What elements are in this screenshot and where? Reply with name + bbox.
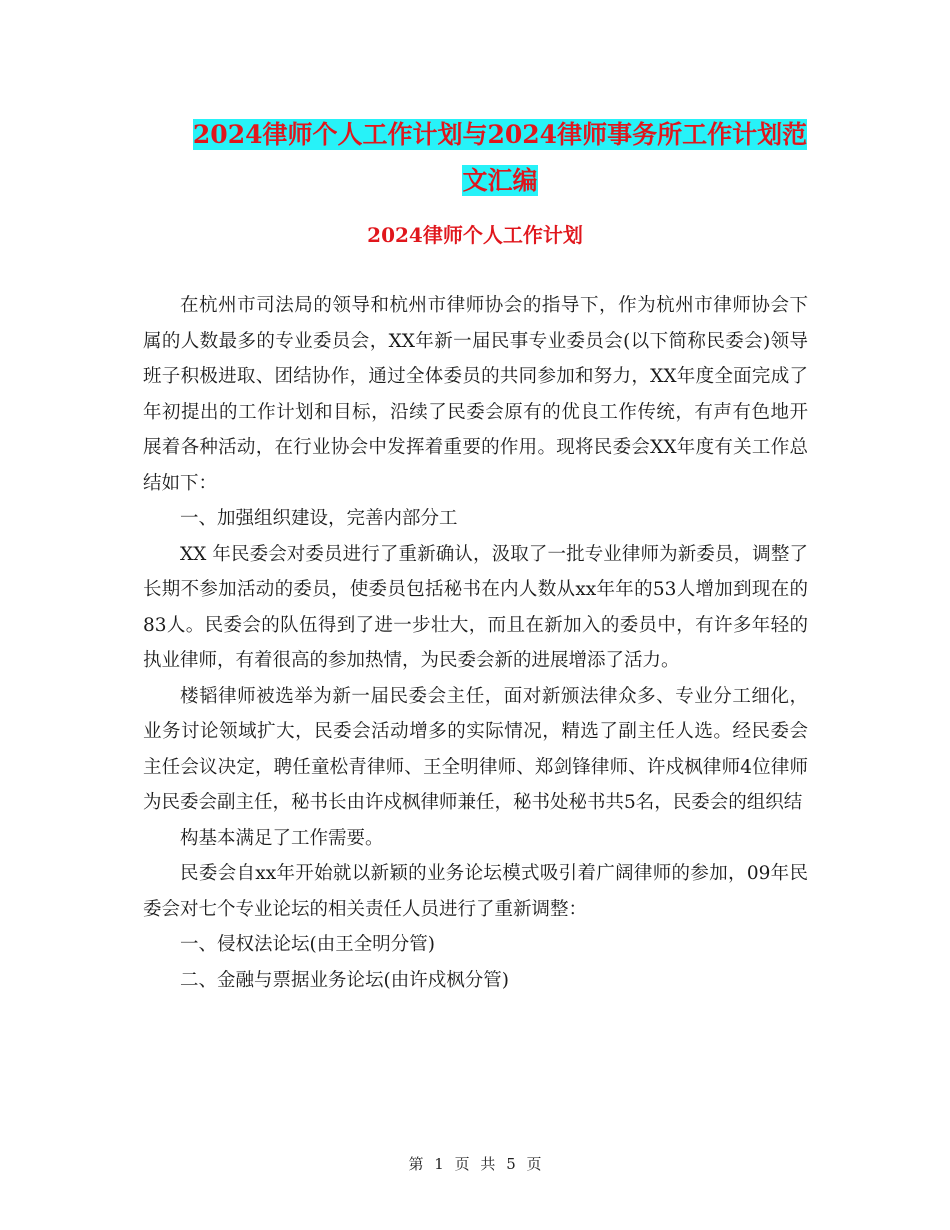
document-title-line-2: 文汇编 <box>462 166 538 195</box>
paragraph-leadership: 楼韬律师被选举为新一届民委会主任，面对新颁法律众多、专业分工细化，业务讨论领域扩大，民委会活动增多的实际情况，精选了副主任人选。经民委会主任会议决定，聘任童松青律师、王全明律师、郑剑锋律师、许戍枫律师4位律师为民委会副主任，秘书长由许戍枫律师兼任，秘书处秘书共5名，民委会的组织结 <box>143 685 808 813</box>
paragraph-heading-1: 一、加强组织建设，完善内部分工 <box>180 508 458 529</box>
footer-page-prefix: 第 <box>408 1155 424 1173</box>
paragraph-intro: 在杭州市司法局的领导和杭州市律师协会的指导下，作为杭州市律师协会下属的人数最多的专业委员会，XX年新一届民事专业委员会(以下简称民委会)领导班子积极进取、团结协作，通过全体委员的共同参加和努力，XX年度全面完成了年初提出的工作计划和目标，沿续了民委会原有的优良工作传统，有声有色地开展着各种活动，在行业协会中发挥着重要的作用。现将民委会XX年度有关工作总结如下： <box>143 295 808 494</box>
footer-page-mid: 页 <box>454 1155 470 1173</box>
document-body <box>143 288 808 998</box>
paragraph-members: XX 年民委会对委员进行了重新确认，汲取了一批专业律师为新委员，调整了长期不参加活动的委员，使委员包括秘书在内人数从xx年年的53人增加到现在的83人。民委会的队伍得到了进一步壮大，而且在新加入的委员中，有许多年轻的执业律师，有着很高的参加热情，为民委会新的进展增添了活力。 <box>143 543 808 671</box>
section-title: 2024律师个人工作计划 <box>367 223 583 247</box>
document-title <box>150 112 850 204</box>
footer-page-number: 1 <box>434 1155 444 1173</box>
paragraph-forums: 民委会自xx年开始就以新颖的业务论坛模式吸引着广阔律师的参加，09年民委会对七个专业论坛的相关责任人员进行了重新调整： <box>143 863 808 920</box>
footer-total-pages: 5 <box>506 1155 516 1173</box>
page-footer <box>0 1152 950 1176</box>
footer-page-suffix: 页 <box>526 1155 542 1173</box>
paragraph-forum-1: 一、侵权法论坛(由王全明分管) <box>180 934 435 955</box>
footer-total-prefix: 共 <box>480 1155 496 1173</box>
paragraph-structure: 构基本满足了工作需要。 <box>180 827 384 849</box>
document-title-line-1: 2024律师个人工作计划与2024律师事务所工作计划范 <box>192 120 808 149</box>
paragraph-forum-2: 二、金融与票据业务论坛(由许戍枫分管) <box>180 969 509 991</box>
